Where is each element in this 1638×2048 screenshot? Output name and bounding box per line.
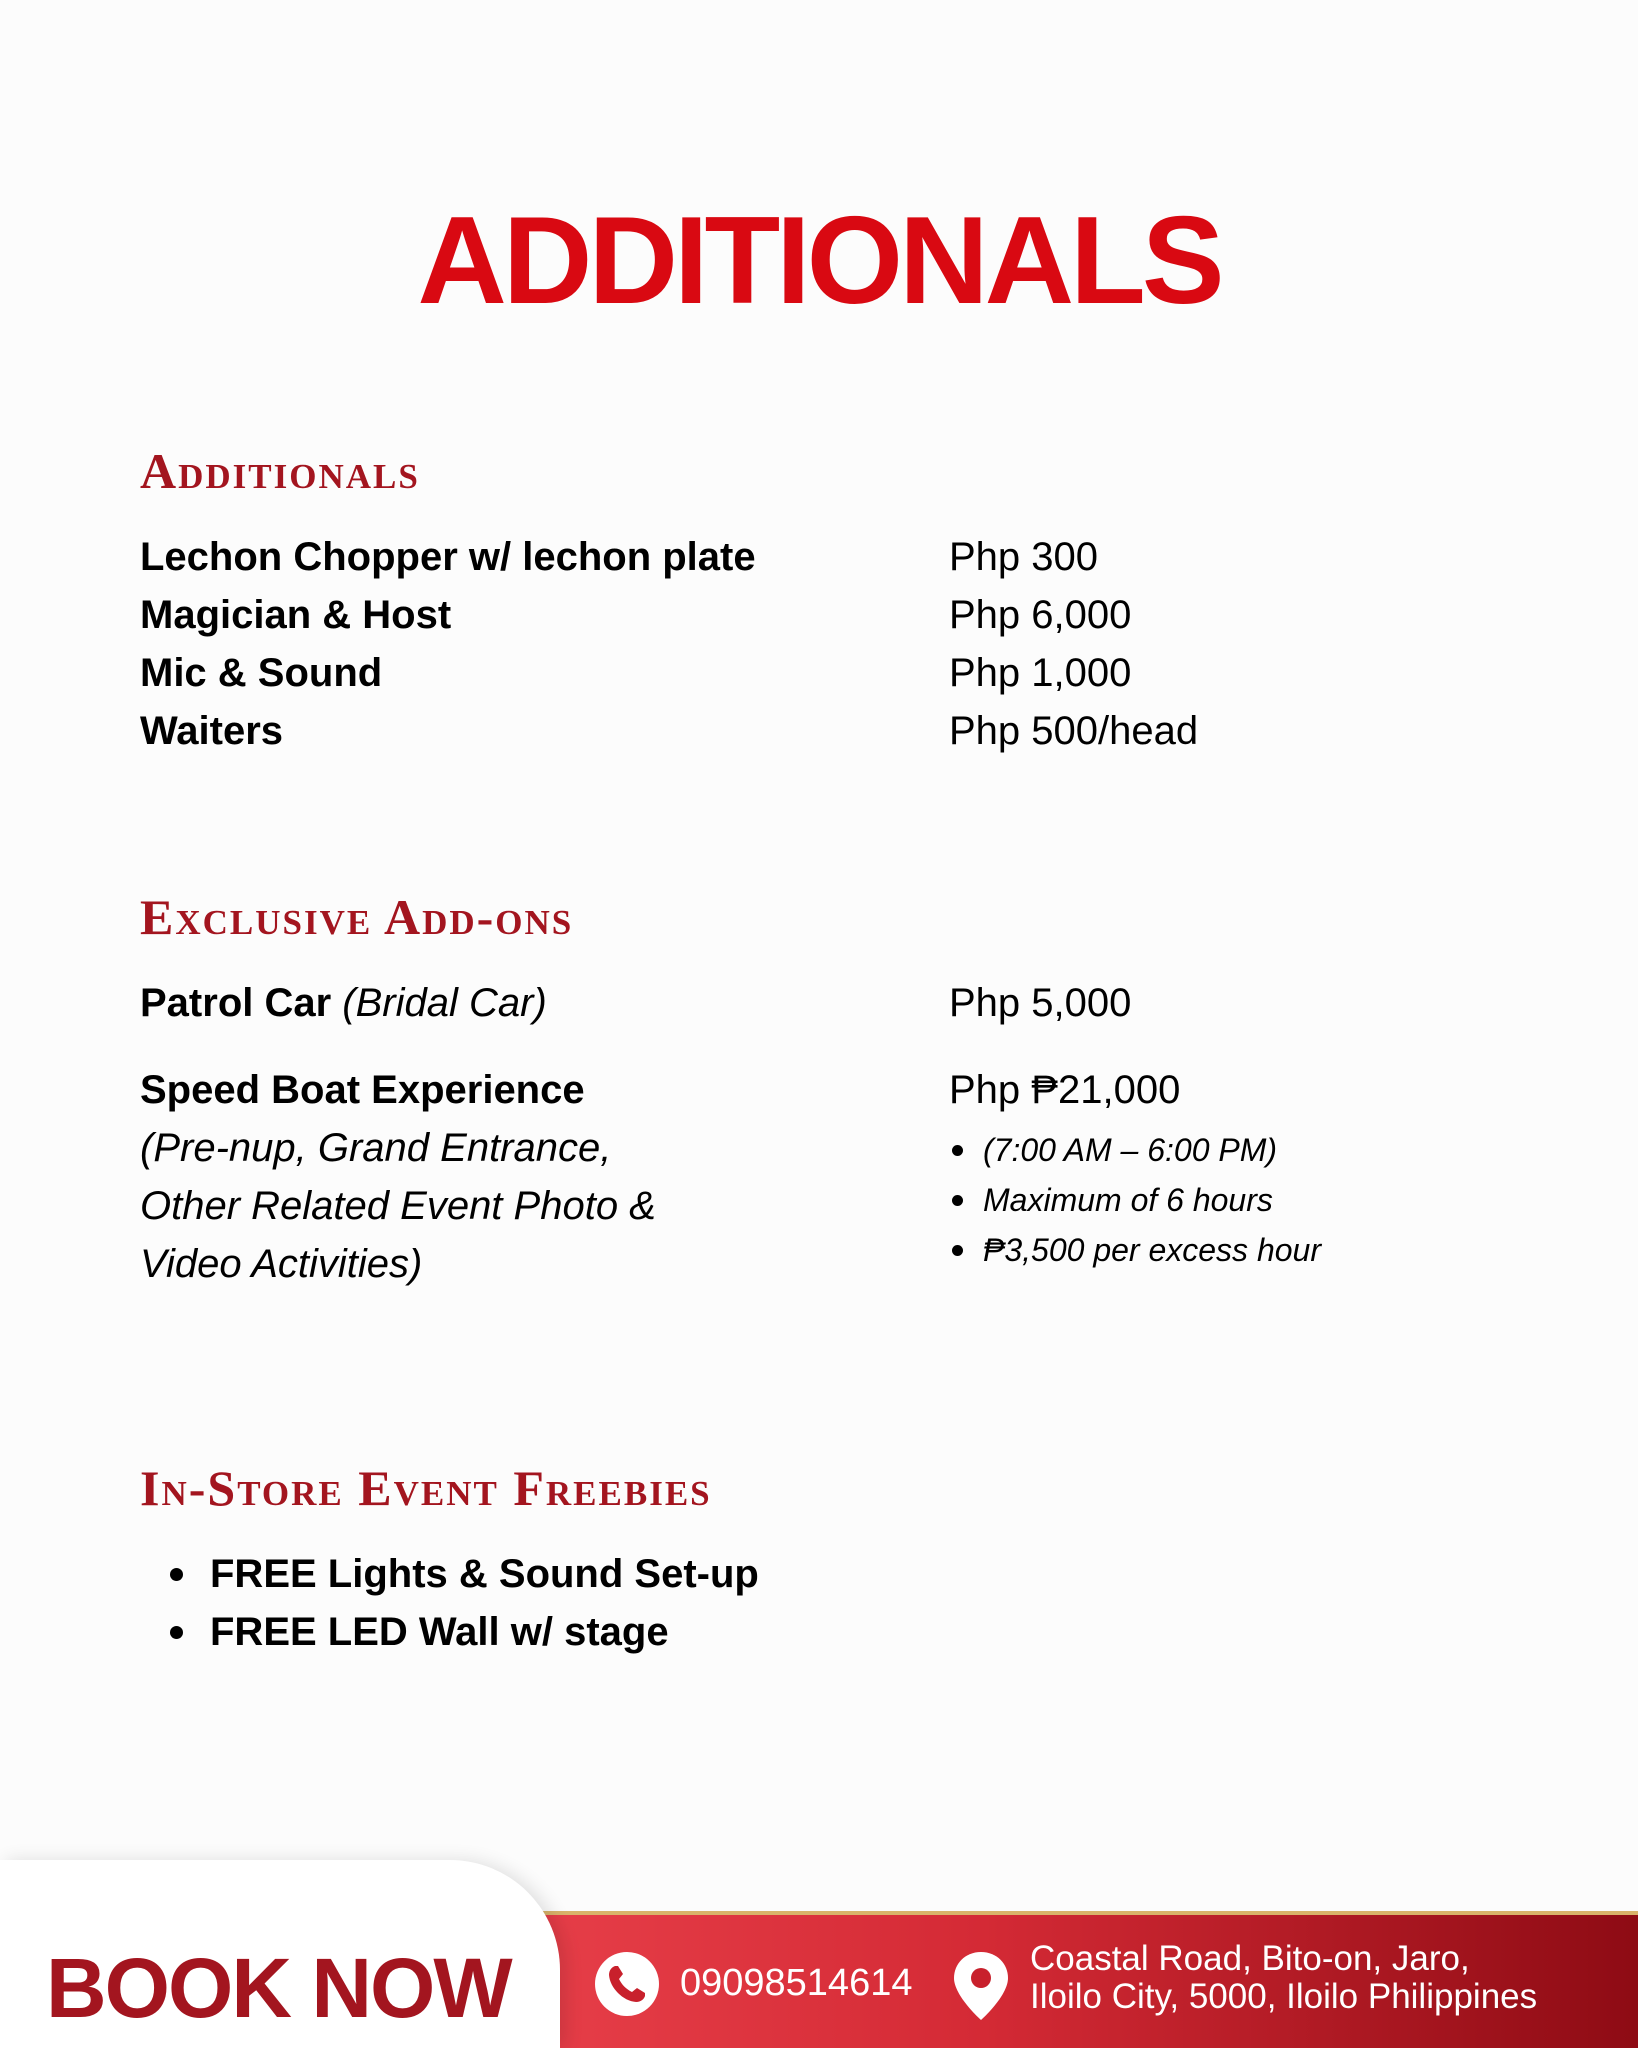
phone-icon <box>593 1950 661 2018</box>
item-label: Lechon Chopper w/ lechon plate <box>140 535 756 579</box>
item-price: Php 6,000 <box>949 593 1132 637</box>
item-label: Waiters <box>140 709 284 753</box>
item-price: Php 500/head <box>949 709 1199 753</box>
speed-boat-description <box>140 1119 656 1293</box>
item-label: Magician & Host <box>140 593 452 637</box>
book-now-tab[interactable] <box>0 1860 560 2048</box>
detail-item: ₱3,500 per excess hour <box>950 1225 1321 1275</box>
address-line: Iloilo City, 5000, Iloilo Philippines <box>1030 1977 1538 2016</box>
freebie-item: FREE Lights & Sound Set-up <box>168 1545 759 1603</box>
location-pin-icon <box>950 1950 1012 2022</box>
section-heading-additionals: Additionals <box>140 443 420 499</box>
item-price: Php 300 <box>949 535 1099 579</box>
freebie-item: FREE LED Wall w/ stage <box>168 1603 759 1661</box>
freebies-list <box>168 1545 759 1661</box>
section-heading-exclusive-addons: Exclusive Add-ons <box>140 889 574 945</box>
patrol-car-price: Php 5,000 <box>949 981 1132 1025</box>
description-line: Video Activities) <box>140 1242 423 1286</box>
phone-number[interactable]: 09098514614 <box>680 1962 913 2004</box>
section-heading-freebies: In-Store Event Freebies <box>140 1460 712 1516</box>
item-label: Mic & Sound <box>140 651 383 695</box>
patrol-car-label: Patrol Car <box>140 981 332 1025</box>
speed-boat-details <box>950 1125 1321 1275</box>
address-line: Coastal Road, Bito-on, Jaro, <box>1030 1939 1470 1978</box>
description-line: (Pre-nup, Grand Entrance, <box>140 1126 612 1170</box>
page-title: ADDITIONALS <box>417 192 1221 330</box>
speed-boat-price: Php ₱21,000 <box>949 1068 1181 1112</box>
patrol-car-row <box>140 979 547 1027</box>
description-line: Other Related Event Photo & <box>140 1184 656 1228</box>
speed-boat-label: Speed Boat Experience <box>140 1068 585 1112</box>
address <box>1030 1940 1537 2016</box>
footer <box>0 1860 1638 2048</box>
detail-item: Maximum of 6 hours <box>950 1175 1321 1225</box>
item-price: Php 1,000 <box>949 651 1132 695</box>
patrol-car-note: (Bridal Car) <box>342 981 547 1025</box>
book-now-button[interactable]: BOOK NOW <box>46 1941 511 2035</box>
detail-item: (7:00 AM – 6:00 PM) <box>950 1125 1321 1175</box>
